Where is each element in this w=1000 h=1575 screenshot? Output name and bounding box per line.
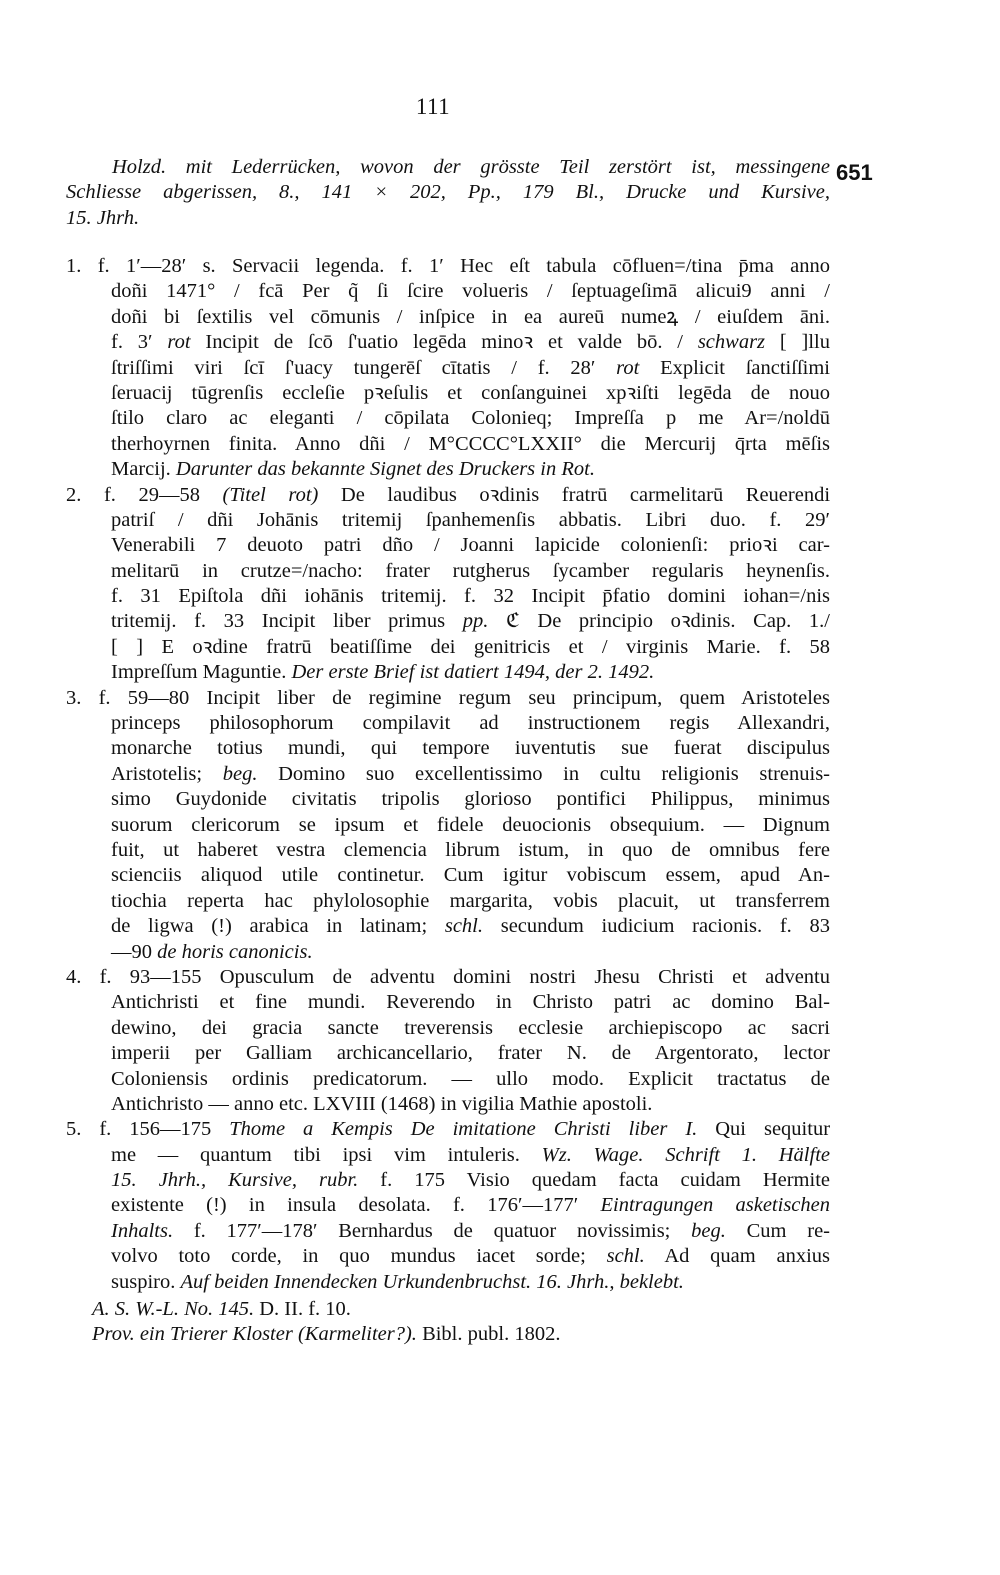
roman-text: Ad quam anxius <box>644 1245 830 1268</box>
text-line <box>66 711 830 736</box>
text-line <box>66 1244 830 1269</box>
text-line <box>66 1143 830 1168</box>
text-line <box>66 1270 830 1295</box>
italic-text: Auf beiden Innendecken Urkundenbruchst. 16. Jhrh., beklebt. <box>180 1270 684 1293</box>
text-line <box>66 863 830 888</box>
text-line <box>66 1067 830 1092</box>
italic-text: schl. <box>444 915 484 938</box>
entry-item <box>66 1117 830 1295</box>
text-line <box>66 508 830 533</box>
roman-text: melitarū in crutze=/nacho: frater rutgherus ſycamber regularis heynenſis. <box>111 559 830 582</box>
entry-item <box>66 483 830 686</box>
roman-text: Aristotelis; <box>111 762 223 785</box>
entry-item <box>66 686 830 965</box>
roman-text: de ligwa (!) arabica in latinam; <box>111 915 445 938</box>
roman-text: existente (!) in insula desolata. f. 176′—177′ <box>111 1194 601 1217</box>
roman-text: f. 156—175 <box>99 1118 230 1141</box>
roman-text: Antichristi et fine mundi. Reverendo in Christo patri ac domino Bal- <box>111 991 830 1014</box>
entry-number: 5. <box>66 1118 100 1141</box>
text-line <box>66 914 830 939</box>
text-line <box>66 660 830 685</box>
text-line <box>66 609 830 634</box>
italic-text: Eintragungen asketischen <box>600 1194 831 1217</box>
text-line <box>66 457 830 482</box>
italic-text: Thome a Kempis De imitatione Christi liber I. <box>229 1118 698 1141</box>
text-line <box>66 1322 830 1347</box>
roman-text: Venerabili 7 deuoto patri dño / Joanni lapicide colonienſi: prioꝛi car- <box>111 534 830 557</box>
roman-text: suspiro. <box>111 1270 181 1293</box>
roman-text: tritemij. f. 33 Incipit liber primus <box>111 610 463 633</box>
text-line <box>66 305 830 330</box>
roman-text: De laudibus oꝛdinis fratrū carmelitarū Reuerendi <box>318 483 831 506</box>
italic-text: Schliesse abgerissen, 8., 141 × 202, Pp., 179 Bl., Drucke und Kursive, <box>66 181 830 204</box>
text-line <box>66 965 830 990</box>
roman-text: f. 177′—178′ Bernhardus de quatuor novissimis; <box>173 1219 692 1242</box>
text-line <box>66 533 830 558</box>
text-line <box>66 432 830 457</box>
text-line <box>66 559 830 584</box>
page-number: 111 <box>415 94 451 119</box>
roman-text: princeps philosophorum compilavit ad instructionem regis Allexandri, <box>111 712 830 735</box>
italic-text: Prov. ein Trierer Kloster (Karmeliter?). <box>92 1323 417 1346</box>
text-line <box>66 1092 830 1117</box>
text-line <box>66 1297 830 1322</box>
text-line <box>66 1041 830 1066</box>
italic-text: Darunter das bekannte Signet des Druckers in Rot. <box>175 458 595 481</box>
text-line <box>66 584 830 609</box>
roman-text: volvo toto corde, in quo mundus iacet sorde; <box>111 1245 607 1268</box>
text-line <box>66 254 830 279</box>
roman-text: ſtriſſimi viri ſcī ſ'uacy tungerēſ cītatis / f. 28′ <box>111 356 617 379</box>
roman-text: doñi 1471° / fcā Per q̃ ſi ſcire volueris / ſeptuageſimā alicui9 anni / <box>111 280 830 303</box>
text-line <box>66 1193 830 1218</box>
italic-text: beg. <box>691 1219 726 1242</box>
entry-number: 3. <box>66 686 99 709</box>
roman-text: D. II. f. 10. <box>254 1298 351 1320</box>
roman-text: suorum clericorum se ipsum et fidele deuocionis obsequium. — Dignum <box>111 813 830 836</box>
italic-text: de horis canonicis. <box>157 940 313 963</box>
roman-text: monarche totius mundi, qui tempore iuventutis sue fuerat discipulus <box>111 737 830 760</box>
text-line <box>66 381 830 406</box>
italic-text: rot <box>616 356 640 379</box>
text-line <box>66 635 830 660</box>
text-line <box>66 787 830 812</box>
roman-text: Bibl. publ. 1802. <box>416 1323 561 1346</box>
roman-text: f. 1′—28′ s. Servacii legenda. f. 1′ Hec eſt tabula cōfluen=/tina p̄ma anno <box>97 255 830 277</box>
text-line <box>66 762 830 787</box>
roman-text: fuit, ut haberet vestra clemencia librum istum, in quo de omnibus fere <box>111 838 830 861</box>
roman-text: Explicit ſanctiſſimi <box>639 356 830 379</box>
text-line <box>66 1016 830 1041</box>
roman-text: dewino, dei gracia sancte treverensis ecclesie archiepiscopo ac sacri <box>111 1016 830 1039</box>
text-line <box>66 279 830 304</box>
roman-text: Antichristo — anno etc. LXVIII (1468) in vigilia Mathie apostoli. <box>111 1092 653 1115</box>
text-line <box>66 1219 830 1244</box>
roman-text: f. 59—80 Incipit liber de regimine regum seu principum, quem Aristoteles <box>98 686 830 709</box>
roman-text: me — quantum tibi ipsi vim intuleris. <box>111 1143 542 1166</box>
roman-text: Incipit de ſcō ſ'uatio legēda minoꝛ et valde bō. / <box>190 331 698 354</box>
text-line <box>66 483 830 508</box>
roman-text: [ ] E oꝛdine fratrū beatiſſime dei genitricis et / virginis Marie. f. 58 <box>111 635 830 658</box>
text-line <box>66 1117 830 1142</box>
text-line <box>66 330 830 355</box>
roman-text: Domino suo excellentissimo in cultu religionis strenuis- <box>257 762 830 785</box>
entries-list <box>66 254 830 1295</box>
roman-text: [ ]llu <box>765 331 831 354</box>
roman-text: imperii per Galliam archicancellario, frater N. de Argentorato, lector <box>111 1042 830 1065</box>
text-line <box>66 686 830 711</box>
roman-text: f. 29—58 <box>103 483 223 506</box>
roman-text: patriſ / dñi Johānis tritemij ſpanhemenſis abbatis. Libri duo. f. 29′ <box>111 508 830 531</box>
text-line <box>66 940 830 965</box>
margin-number: 651 <box>836 160 873 185</box>
italic-text: Wz. Wage. Schrift 1. Hälfte <box>541 1143 830 1166</box>
italic-text: A. S. W.-L. No. 145. <box>92 1298 255 1320</box>
text-line <box>66 406 830 431</box>
text-line <box>66 990 830 1015</box>
italic-text: 15. Jhrh., Kursive, rubr. <box>111 1169 359 1192</box>
roman-text: —90 <box>111 940 158 963</box>
italic-text: Inhalts. <box>111 1219 174 1242</box>
text-line <box>66 180 830 205</box>
text-line <box>66 736 830 761</box>
entry-item <box>66 965 830 1117</box>
roman-text: f. 175 Visio quedam facta cuidam Hermite <box>358 1169 830 1192</box>
roman-text: ℭ De principio oꝛdinis. Cap. 1./ <box>488 610 831 633</box>
text-line <box>66 813 830 838</box>
roman-text: Coloniensis ordinis predicatorum. — ullo modo. Explicit tractatus de <box>111 1067 830 1090</box>
text-line <box>66 206 830 231</box>
roman-text: doñi bi ſextilis vel cōmunis / inſpice in ea aureū numeꝝ / eiuſdem āni. <box>111 305 830 328</box>
roman-text: secundum iudicium racionis. f. 83 <box>483 915 830 938</box>
roman-text: f. 3′ <box>111 331 168 354</box>
italic-text: schwarz <box>697 331 766 354</box>
roman-text: ſeruacij tūgrenſis eccleſie pꝛeſulis et conſanguinei xpꝛiſti legēda de nouo <box>111 381 830 404</box>
italic-text: 15. Jhrh. <box>66 206 140 229</box>
roman-text: simo Guydonide civitatis tripolis glorioso pontifici Philippus, minimus <box>111 788 830 811</box>
italic-text: beg. <box>222 762 258 785</box>
entry-item <box>66 254 830 483</box>
roman-text: f. 93—155 Opusculum de adventu domini nostri Jhesu Christi et adventu <box>99 965 831 988</box>
roman-text: ſtilo claro ac eleganti / cōpilata Colonieq; Impreſſa p me Ar=/noldū <box>111 407 830 430</box>
italic-text: (Titel rot) <box>222 483 319 506</box>
roman-text: scienciis aliquod utile continetur. Cum igitur vobiscum essem, apud An- <box>111 864 830 887</box>
entry-number: 2. <box>66 483 104 506</box>
text-line <box>66 1168 830 1193</box>
roman-text: Marcij. <box>111 458 176 481</box>
italic-text: Holzd. mit Lederrücken, wovon der grösste Teil zerstört ist, messingene <box>112 156 830 178</box>
roman-text: tiochia reperta hac phylolosophie margarita, vobis placuit, ut transferrem <box>111 889 830 912</box>
footer-notes <box>66 1297 830 1348</box>
roman-text: f. 31 Epiſtola dñi iohānis tritemij. f. 32 Incipit p̄fatio domini iohan=/nis <box>111 585 830 608</box>
text-line <box>66 889 830 914</box>
entry-number: 4. <box>66 965 100 988</box>
italic-text: pp. <box>462 610 489 633</box>
text-line <box>66 356 830 381</box>
text-line <box>66 155 830 180</box>
roman-text: therhoyrnen finita. Anno dñi / M°CCCC°LXXII° die Mercurij q̄rta mēſis <box>111 432 830 455</box>
roman-text: Cum re- <box>725 1219 830 1242</box>
italic-text: schl. <box>606 1245 645 1268</box>
italic-text: rot <box>167 331 191 354</box>
entry-number: 1. <box>66 255 98 277</box>
intro-paragraph <box>66 155 830 231</box>
italic-text: Der erste Brief ist datiert 1494, der 2. 1492. <box>291 661 655 684</box>
roman-text: Qui sequitur <box>697 1118 831 1141</box>
roman-text: Impreſſum Maguntie. <box>111 661 292 684</box>
text-line <box>66 838 830 863</box>
